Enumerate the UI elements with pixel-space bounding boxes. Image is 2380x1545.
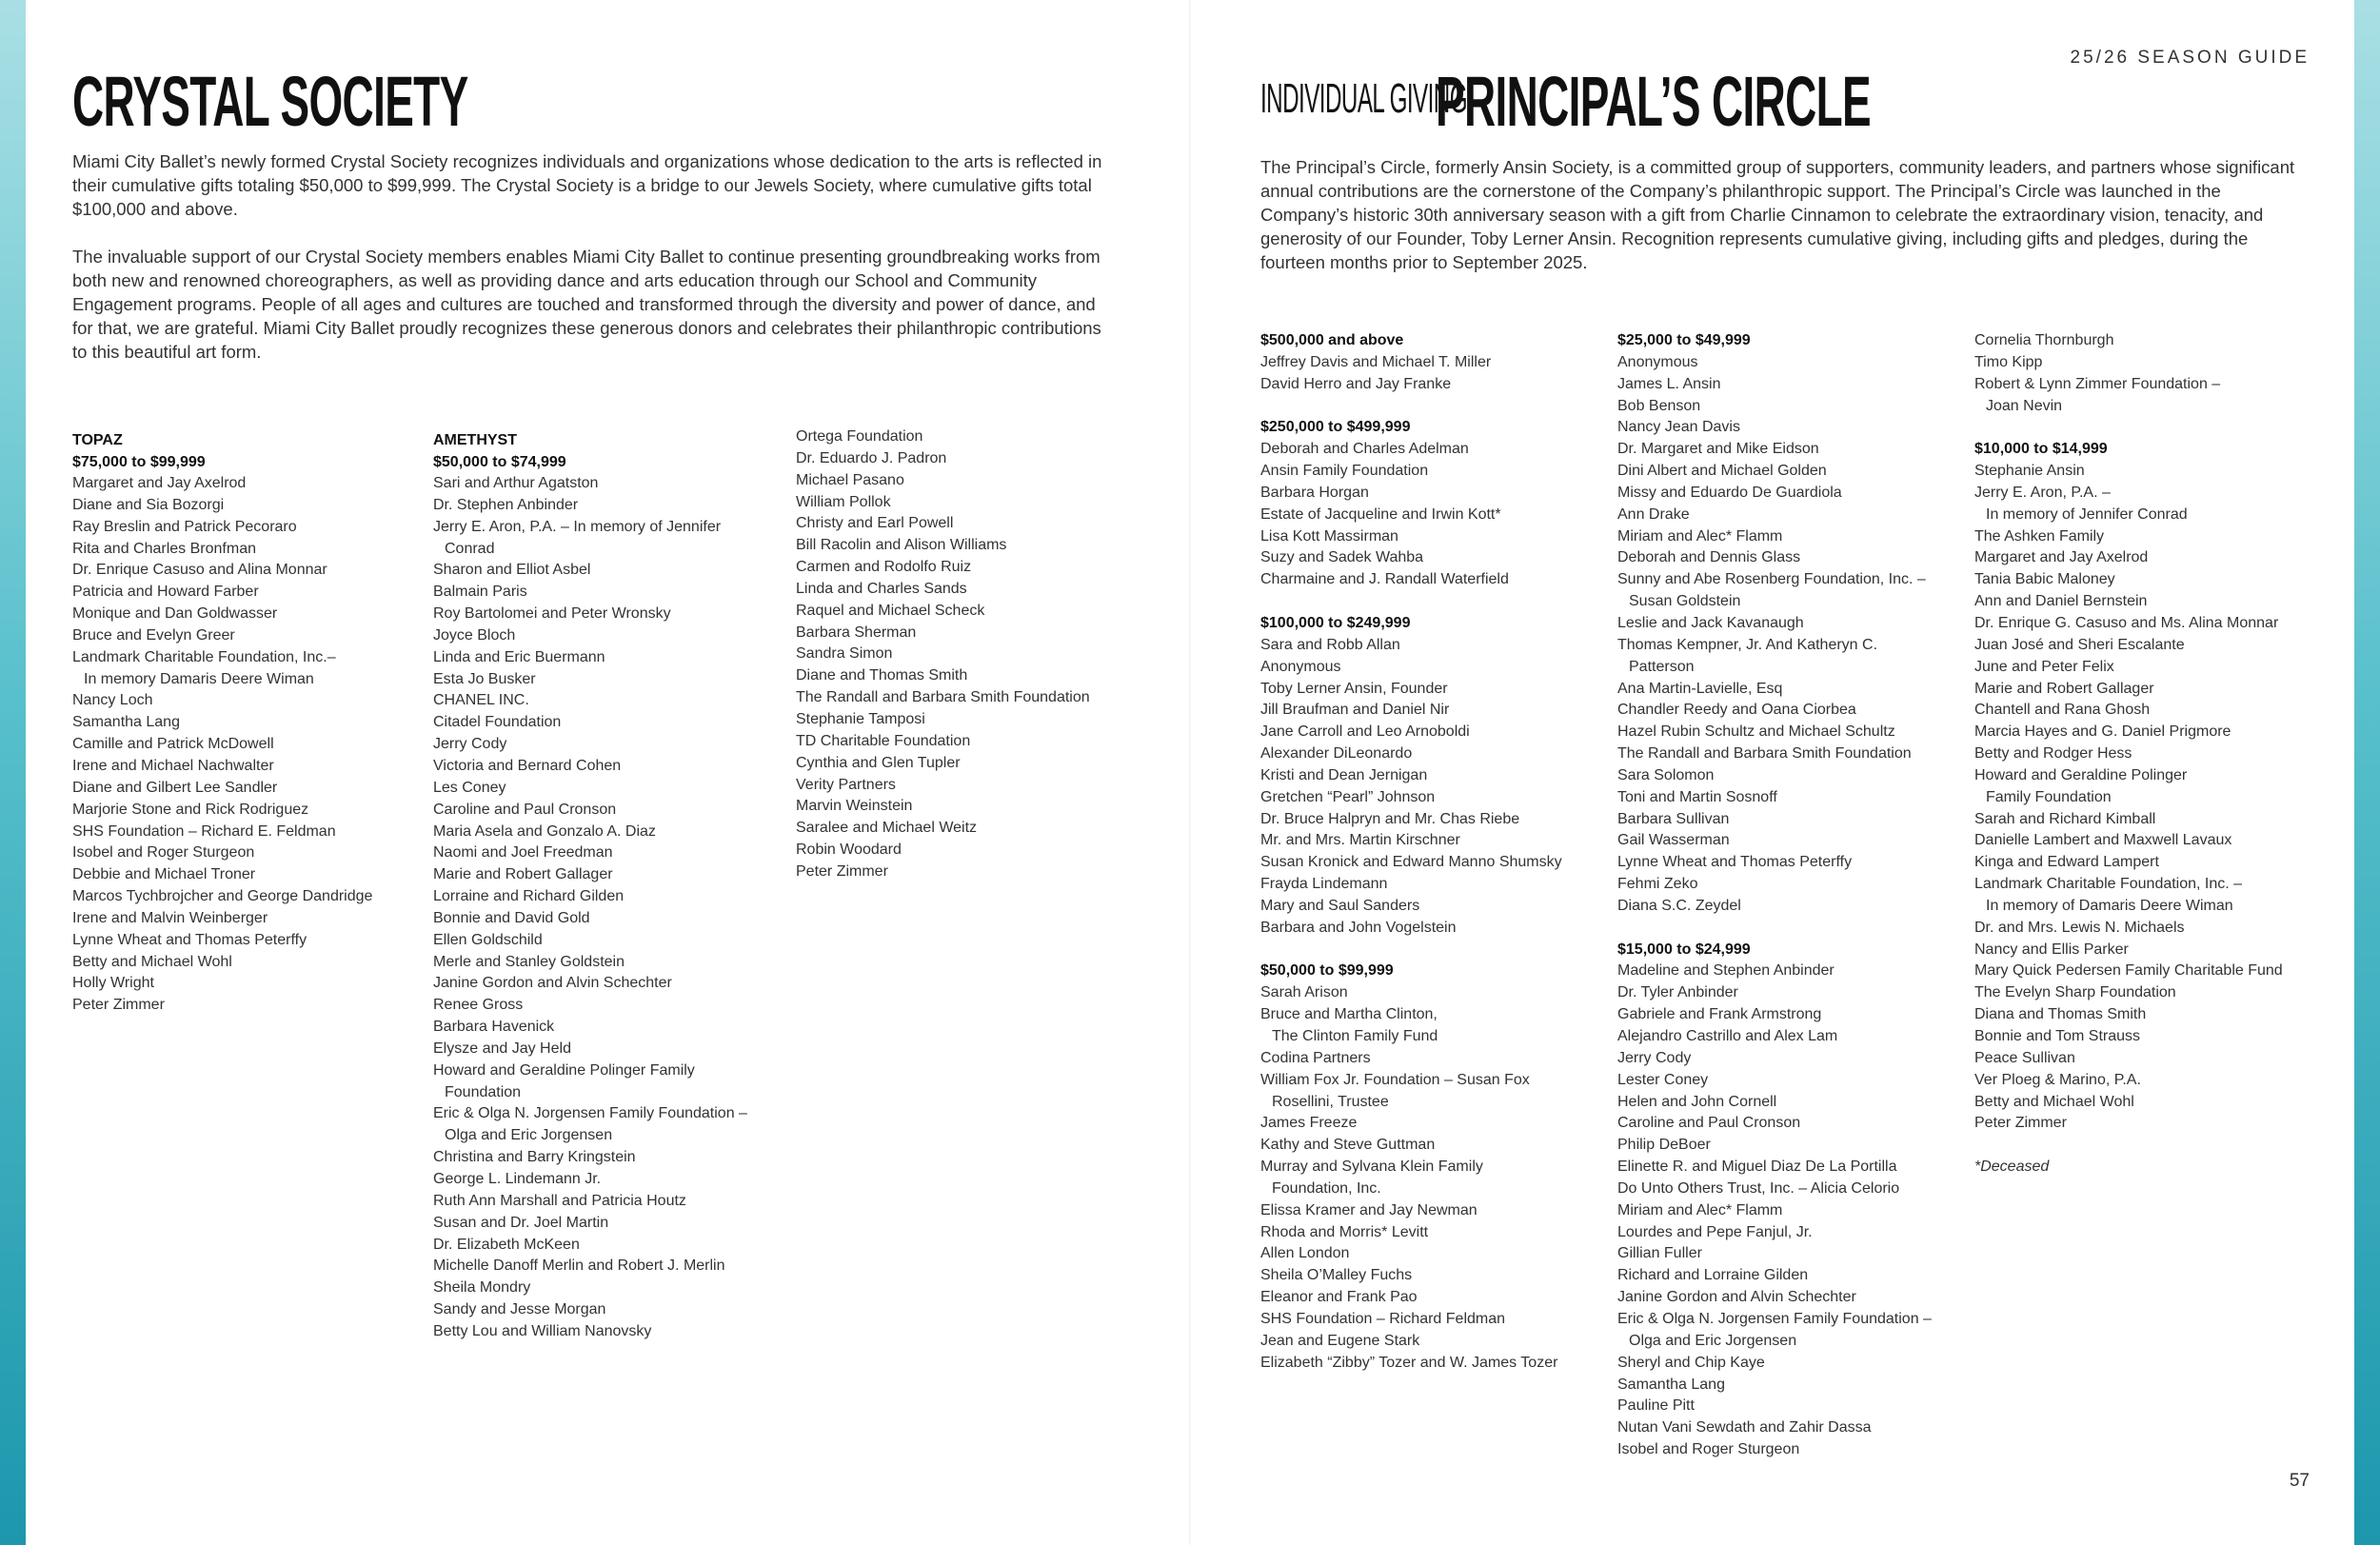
donor-name: Nancy Jean Davis [1617, 419, 1740, 436]
donor-name: Dr. Stephen Anbinder [433, 496, 579, 513]
donor-name: Jerry Cody [433, 736, 507, 753]
donor-name: Isobel and Roger Sturgeon [72, 844, 255, 862]
amethyst-donor-list [433, 429, 785, 1343]
donor-name: Howard and Geraldine Polinger Family [433, 1061, 695, 1079]
intro-paragraph: The invaluable support of our Crystal Society members enables Miami City Ballet to continue presenting groundbreaking works from both new and renowned choreographers, as well as providing dance and arts education through our School and Community Engagement programs. People of all ages and cultures are touched and transformed through the diversity and power of dance, and for that, we are grateful. Miami City Ballet proudly recognizes these generous donors and celebrates their philanthropic contributions to this beautiful art form. [72, 247, 1101, 362]
donor-name: Caroline and Paul Cronson [1617, 1115, 1801, 1132]
donor-name: Deborah and Dennis Glass [1617, 549, 1801, 566]
donor-name: Maria Asela and Gonzalo A. Diaz [433, 822, 656, 840]
donor-name: Patricia and Howard Farber [72, 584, 259, 601]
donor-name: Diana S.C. Zeydel [1617, 897, 1741, 914]
donor-name: Peter Zimmer [72, 997, 165, 1014]
topaz-donor-list [72, 429, 425, 1017]
donor-name: Holly Wright [72, 975, 154, 992]
donor-name: Gretchen “Pearl” Johnson [1260, 788, 1436, 805]
donor-name: Dr. Tyler Anbinder [1617, 984, 1738, 1001]
donor-name: Lynne Wheat and Thomas Peterffy [72, 931, 307, 948]
donor-name: Sandy and Jesse Morgan [433, 1301, 606, 1318]
donor-name: Dr. Eduardo J. Padron [796, 449, 947, 466]
donor-name: Gabriele and Frank Armstrong [1617, 1006, 1822, 1023]
individual-giving-kicker: INDIVIDUAL GIVING [1260, 75, 1468, 122]
donor-name: The Evelyn Sharp Foundation [1974, 984, 2176, 1001]
donor-name: Sarah Arison [1260, 984, 1348, 1001]
donor-name: Diana and Thomas Smith [1974, 1006, 2147, 1023]
donor-name: SHS Foundation – Richard E. Feldman [72, 822, 336, 840]
donor-name: The Clinton Family Fund [1272, 1028, 1438, 1044]
donor-name: Joan Nevin [1986, 397, 2063, 414]
donor-name: Conrad [445, 540, 495, 557]
donor-name: Lynne Wheat and Thomas Peterffy [1617, 854, 1853, 871]
donor-name: Betty and Michael Wohl [1974, 1093, 2134, 1110]
donor-name: Linda and Charles Sands [796, 580, 967, 597]
donor-name: Sari and Arthur Agatston [433, 475, 599, 491]
donor-name: Jerry E. Aron, P.A. – In memory of Jennifer [433, 518, 722, 535]
donor-name: Richard and Lorraine Gilden [1617, 1267, 1809, 1284]
intro-paragraph: The Principal’s Circle, formerly Ansin Society, is a committed group of supporters, community leaders, and partners whose significant annual contributions are the cornerstone of the Company’s philanthropic support. The Principal’s Circle was launched in the Company’s historic 30th anniversary season with a gift from Charlie Cinnamon to celebrate the extraordinary vision, tenacity, and generosity of our Founder, Toby Lerner Ansin. Recognition represents cumulative giving, including gifts and pledges, during the fourteen months prior to September 2025. [1260, 157, 2295, 272]
donor-name: Janine Gordon and Alvin Schechter [1617, 1289, 1856, 1306]
donor-name: Irene and Michael Nachwalter [72, 757, 274, 774]
donor-name: Sunny and Abe Rosenberg Foundation, Inc. – [1617, 571, 1926, 588]
donor-name: Peter Zimmer [1974, 1115, 2067, 1132]
donor-name: Ana Martin-Lavielle, Esq [1617, 680, 1783, 697]
donor-name: George L. Lindemann Jr. [433, 1171, 602, 1187]
donor-name: Ann and Daniel Bernstein [1974, 593, 2148, 610]
donor-name: Gillian Fuller [1617, 1245, 1702, 1262]
donor-name: Rita and Charles Bronfman [72, 540, 256, 557]
donor-name: Ray Breslin and Patrick Pecoraro [72, 518, 297, 535]
right-edge-gradient [2354, 0, 2380, 1545]
donor-name: In memory of Damaris Deere Wiman [1986, 897, 2233, 914]
donor-name: Timo Kipp [1974, 353, 2043, 370]
donor-name: Barbara Havenick [433, 1019, 555, 1036]
donor-name: Bruce and Evelyn Greer [72, 626, 235, 644]
list-spacer [1260, 396, 1613, 418]
donor-name: Murray and Sylvana Klein Family [1260, 1159, 1483, 1176]
donor-name: Howard and Geraldine Polinger [1974, 766, 2188, 783]
donor-name: Miriam and Alec* Flamm [1617, 527, 1783, 545]
donor-name: Mary and Saul Sanders [1260, 897, 1420, 914]
donor-name: Saralee and Michael Weitz [796, 820, 978, 837]
donor-name: Christy and Earl Powell [796, 515, 954, 532]
donor-name: Marjorie Stone and Rick Rodriguez [72, 801, 309, 818]
donor-name: Diane and Sia Bozorgi [72, 496, 225, 513]
donor-name: Elissa Kramer and Jay Newman [1260, 1201, 1478, 1218]
donor-name: Missy and Eduardo De Guardiola [1617, 484, 1842, 501]
donor-name: Ellen Goldschild [433, 931, 543, 948]
amethyst-donor-list-continued [796, 426, 1148, 883]
donor-name: Nancy Loch [72, 692, 153, 709]
donor-name: Suzy and Sadek Wahba [1260, 549, 1424, 566]
donor-name: Eric & Olga N. Jorgensen Family Foundation – [1617, 1310, 1932, 1327]
donor-name: Samantha Lang [72, 714, 180, 731]
donor-name: Landmark Charitable Foundation, Inc.– [72, 648, 336, 665]
donor-name: Caroline and Paul Cronson [433, 801, 617, 818]
donor-name: Olga and Eric Jorgensen [1629, 1332, 1797, 1349]
intro-paragraph: Miami City Ballet’s newly formed Crystal Society recognizes individuals and organizations whose dedication to the arts is reflected in their cumulative gifts totaling $50,000 to $99,999. The Crystal Society is a bridge to our Jewels Society, where cumulative gifts total $100,000 and above. [72, 151, 1102, 219]
donor-name: Sarah and Richard Kimball [1974, 810, 2156, 827]
donor-name: Robin Woodard [796, 842, 902, 859]
tier-heading: $75,000 to $99,999 [72, 454, 206, 470]
donor-name: Juan José and Sheri Escalante [1974, 636, 2185, 653]
donor-name: Toby Lerner Ansin, Founder [1260, 680, 1448, 697]
donor-name: Citadel Foundation [433, 714, 562, 731]
donor-name: Marcia Hayes and G. Daniel Prigmore [1974, 723, 2231, 741]
donor-name: Dr. Margaret and Mike Eidson [1617, 441, 1819, 458]
donor-name: William Pollok [796, 493, 891, 510]
donor-name: Marie and Robert Gallager [1974, 680, 2154, 697]
donor-name: Mary Quick Pedersen Family Charitable Fund [1974, 962, 2283, 980]
donor-name: Eric & Olga N. Jorgensen Family Foundation – [433, 1105, 747, 1122]
donor-name: Cynthia and Glen Tupler [796, 754, 961, 771]
donor-name: Betty Lou and William Nanovsky [433, 1322, 652, 1339]
donor-name: Stephanie Tamposi [796, 710, 925, 727]
donor-name: Sheila O’Malley Fuchs [1260, 1267, 1413, 1284]
donor-name: Naomi and Joel Freedman [433, 844, 613, 862]
principals-donor-list-col3 [1974, 330, 2327, 1179]
donor-name: Peace Sullivan [1974, 1049, 2075, 1066]
donor-name: Miriam and Alec* Flamm [1617, 1201, 1783, 1218]
donor-name: Chantell and Rana Ghosh [1974, 702, 2151, 719]
tier-heading: TOPAZ [72, 432, 123, 448]
donor-name: Helen and John Cornell [1617, 1093, 1777, 1110]
donor-name: Sheryl and Chip Kaye [1617, 1354, 1765, 1371]
donor-name: Bonnie and Tom Strauss [1974, 1028, 2141, 1044]
donor-name: Landmark Charitable Foundation, Inc. – [1974, 876, 2243, 893]
donor-name: Kinga and Edward Lampert [1974, 854, 2159, 871]
donor-name: Rosellini, Trustee [1272, 1093, 1389, 1110]
donor-name: CHANEL INC. [433, 692, 529, 709]
season-guide-label: 25/26 SEASON GUIDE [2070, 48, 2310, 68]
donor-name: Balmain Paris [433, 584, 527, 601]
left-edge-gradient [0, 0, 26, 1545]
donor-name: Kathy and Steve Guttman [1260, 1137, 1436, 1154]
donor-name: Robert & Lynn Zimmer Foundation – [1974, 375, 2221, 392]
donor-name: Nutan Vani Sewdath and Zahir Dassa [1617, 1419, 1872, 1436]
donor-name: Betty and Rodger Hess [1974, 745, 2132, 763]
donor-name: Carmen and Rodolfo Ruiz [796, 559, 972, 576]
donor-name: Ver Ploeg & Marino, P.A. [1974, 1071, 2141, 1088]
donor-name: Barbara Sherman [796, 624, 917, 641]
tier-heading: $500,000 and above [1260, 332, 1404, 348]
donor-name: Alejandro Castrillo and Alex Lam [1617, 1028, 1838, 1044]
donor-name: SHS Foundation – Richard Feldman [1260, 1310, 1506, 1327]
donor-name: Codina Partners [1260, 1049, 1371, 1066]
donor-name: Ansin Family Foundation [1260, 463, 1429, 480]
donor-name: Fehmi Zeko [1617, 876, 1698, 893]
donor-name: Mr. and Mrs. Martin Kirschner [1260, 832, 1460, 849]
tier-heading: $10,000 to $14,999 [1974, 441, 2108, 458]
donor-name: Christina and Barry Kringstein [433, 1149, 636, 1166]
donor-name: Esta Jo Busker [433, 670, 536, 687]
donor-name: Patterson [1629, 658, 1695, 675]
donor-name: Victoria and Bernard Cohen [433, 757, 622, 774]
donor-name: Anonymous [1260, 658, 1341, 675]
donor-name: David Herro and Jay Franke [1260, 375, 1452, 392]
tier-heading: AMETHYST [433, 432, 517, 448]
donor-name: Bonnie and David Gold [433, 909, 590, 926]
donor-name: Susan and Dr. Joel Martin [433, 1214, 609, 1231]
donor-name: Margaret and Jay Axelrod [1974, 549, 2149, 566]
donor-name: June and Peter Felix [1974, 658, 2114, 675]
donor-name: Foundation [445, 1083, 522, 1100]
donor-name: Michael Pasano [796, 471, 904, 488]
donor-name: Nancy and Ellis Parker [1974, 941, 2129, 958]
donor-name: Barbara Horgan [1260, 484, 1369, 501]
donor-name: Dr. Elizabeth McKeen [433, 1236, 580, 1253]
donor-name: Stephanie Ansin [1974, 463, 2085, 480]
donor-name: Elizabeth “Zibby” Tozer and W. James Tozer [1260, 1354, 1558, 1371]
donor-name: Verity Partners [796, 776, 896, 793]
donor-name: Madeline and Stephen Anbinder [1617, 962, 1835, 980]
donor-name: Merle and Stanley Goldstein [433, 953, 625, 970]
tier-heading: $50,000 to $99,999 [1260, 962, 1394, 980]
donor-name: Rhoda and Morris* Levitt [1260, 1223, 1429, 1240]
donor-name: Cornelia Thornburgh [1974, 332, 2114, 348]
crystal-society-intro [72, 149, 1120, 387]
footnote: *Deceased [1974, 1159, 2050, 1176]
donor-name: The Randall and Barbara Smith Foundation [1617, 745, 1912, 763]
donor-name: Pauline Pitt [1617, 1397, 1695, 1415]
donor-name: William Fox Jr. Foundation – Susan Fox [1260, 1071, 1530, 1088]
donor-name: Betty and Michael Wohl [72, 953, 232, 970]
donor-name: Charmaine and J. Randall Waterfield [1260, 571, 1509, 588]
donor-name: Eleanor and Frank Pao [1260, 1289, 1418, 1306]
donor-name: Dr. Bruce Halpryn and Mr. Chas Riebe [1260, 810, 1520, 827]
donor-name: Hazel Rubin Schultz and Michael Schultz [1617, 723, 1895, 741]
donor-name: Joyce Bloch [433, 626, 516, 644]
principals-circle-intro [1260, 155, 2308, 298]
donor-name: Deborah and Charles Adelman [1260, 441, 1469, 458]
list-spacer [1617, 918, 1970, 940]
donor-name: Isobel and Roger Sturgeon [1617, 1441, 1800, 1458]
principals-donor-list-col2 [1617, 330, 1970, 1461]
donor-name: Dr. Enrique Casuso and Alina Monnar [72, 562, 327, 579]
donor-name: Philip DeBoer [1617, 1137, 1711, 1154]
donor-name: Susan Kronick and Edward Manno Shumsky [1260, 854, 1562, 871]
donor-name: Jill Braufman and Daniel Nir [1260, 702, 1450, 719]
donor-name: Irene and Malvin Weinberger [72, 909, 268, 926]
list-spacer [1974, 417, 2327, 439]
tier-heading: $15,000 to $24,999 [1617, 941, 1751, 958]
donor-name: The Randall and Barbara Smith Foundation [796, 689, 1090, 706]
donor-name: Bruce and Martha Clinton, [1260, 1006, 1438, 1023]
donor-name: The Ashken Family [1974, 527, 2105, 545]
donor-name: Linda and Eric Buermann [433, 648, 605, 665]
list-spacer [1260, 591, 1613, 613]
donor-name: Marvin Weinstein [796, 798, 913, 815]
donor-name: Barbara Sullivan [1617, 810, 1730, 827]
donor-name: Jerry E. Aron, P.A. – [1974, 484, 2111, 501]
donor-name: Do Unto Others Trust, Inc. – Alicia Celorio [1617, 1179, 1900, 1197]
principals-circle-title: PRINCIPAL’S CIRCLE [1436, 62, 1872, 141]
donor-name: Barbara and John Vogelstein [1260, 919, 1457, 936]
donor-name: In memory of Jennifer Conrad [1986, 505, 2188, 523]
donor-name: Renee Gross [433, 997, 524, 1014]
page-gutter [1189, 0, 1191, 1545]
donor-name: In memory Damaris Deere Wiman [84, 670, 314, 687]
donor-name: Tania Babic Maloney [1974, 571, 2115, 588]
donor-name: Leslie and Jack Kavanaugh [1617, 614, 1804, 631]
page-number: 57 [2289, 1471, 2310, 1491]
donor-name: Estate of Jacqueline and Irwin Kott* [1260, 505, 1501, 523]
donor-name: Ruth Ann Marshall and Patricia Houtz [433, 1192, 686, 1209]
donor-name: Dini Albert and Michael Golden [1617, 463, 1827, 480]
donor-name: Janine Gordon and Alvin Schechter [433, 975, 672, 992]
donor-name: Foundation, Inc. [1272, 1179, 1381, 1197]
donor-name: Jean and Eugene Stark [1260, 1332, 1420, 1349]
donor-name: Debbie and Michael Troner [72, 866, 256, 883]
donor-name: Jane Carroll and Leo Arnoboldi [1260, 723, 1470, 741]
tier-heading: $100,000 to $249,999 [1260, 614, 1411, 631]
donor-name: James Freeze [1260, 1115, 1358, 1132]
donor-name: Kristi and Dean Jernigan [1260, 766, 1428, 783]
donor-name: Elysze and Jay Held [433, 1040, 571, 1057]
donor-name: Bill Racolin and Alison Williams [796, 537, 1007, 554]
tier-heading: $250,000 to $499,999 [1260, 419, 1411, 436]
donor-name: Lisa Kott Massirman [1260, 527, 1398, 545]
donor-name: Sharon and Elliot Asbel [433, 562, 591, 579]
donor-name: Elinette R. and Miguel Diaz De La Portilla [1617, 1159, 1897, 1176]
tier-heading: $50,000 to $74,999 [433, 454, 566, 470]
donor-name: Lorraine and Richard Gilden [433, 888, 625, 905]
donor-name: Allen London [1260, 1245, 1350, 1262]
donor-name: Roy Bartolomei and Peter Wronsky [433, 605, 671, 623]
donor-name: Thomas Kempner, Jr. And Katheryn C. [1617, 636, 1878, 653]
donor-name: Susan Goldstein [1629, 593, 1741, 610]
donor-name: Raquel and Michael Scheck [796, 602, 985, 619]
donor-name: Jerry Cody [1617, 1049, 1692, 1066]
donor-name: James L. Ansin [1617, 375, 1721, 392]
donor-name: Ann Drake [1617, 505, 1690, 523]
list-spacer [1260, 940, 1613, 961]
donor-name: Dr. and Mrs. Lewis N. Michaels [1974, 919, 2185, 936]
donor-name: Dr. Enrique G. Casuso and Ms. Alina Monnar [1974, 614, 2279, 631]
donor-name: Bob Benson [1617, 397, 1701, 414]
donor-name: Ortega Foundation [796, 428, 923, 445]
donor-name: Sheila Mondry [433, 1279, 531, 1297]
donor-name: Sara and Robb Allan [1260, 636, 1400, 653]
donor-name: Sandra Simon [796, 645, 893, 663]
donor-name: Family Foundation [1986, 788, 2112, 805]
donor-name: Samantha Lang [1617, 1376, 1725, 1393]
donor-name: Lourdes and Pepe Fanjul, Jr. [1617, 1223, 1813, 1240]
donor-name: Michelle Danoff Merlin and Robert J. Merlin [433, 1258, 725, 1275]
donor-name: Gail Wasserman [1617, 832, 1730, 849]
donor-name: Toni and Martin Sosnoff [1617, 788, 1777, 805]
donor-name: TD Charitable Foundation [796, 732, 971, 749]
donor-name: Peter Zimmer [796, 862, 888, 880]
donor-name: Marie and Robert Gallager [433, 866, 613, 883]
donor-name: Margaret and Jay Axelrod [72, 475, 247, 491]
list-spacer [1974, 1135, 2327, 1157]
donor-name: Jeffrey Davis and Michael T. Miller [1260, 353, 1492, 370]
donor-name: Anonymous [1617, 353, 1698, 370]
tier-heading: $25,000 to $49,999 [1617, 332, 1751, 348]
donor-name: Camille and Patrick McDowell [72, 736, 274, 753]
donor-name: Sara Solomon [1617, 766, 1715, 783]
donor-name: Olga and Eric Jorgensen [445, 1127, 613, 1144]
donor-name: Frayda Lindemann [1260, 876, 1388, 893]
donor-name: Marcos Tychbrojcher and George Dandridge [72, 888, 373, 905]
donor-name: Les Coney [433, 779, 506, 796]
donor-name: Alexander DiLeonardo [1260, 745, 1413, 763]
donor-name: Diane and Thomas Smith [796, 667, 968, 684]
donor-name: Chandler Reedy and Oana Ciorbea [1617, 702, 1856, 719]
donor-name: Lester Coney [1617, 1071, 1709, 1088]
donor-name: Diane and Gilbert Lee Sandler [72, 779, 278, 796]
principals-donor-list-col1 [1260, 330, 1613, 1375]
donor-name: Monique and Dan Goldwasser [72, 605, 278, 623]
crystal-society-title: CRYSTAL SOCIETY [72, 62, 468, 141]
donor-name: Danielle Lambert and Maxwell Lavaux [1974, 832, 2232, 849]
